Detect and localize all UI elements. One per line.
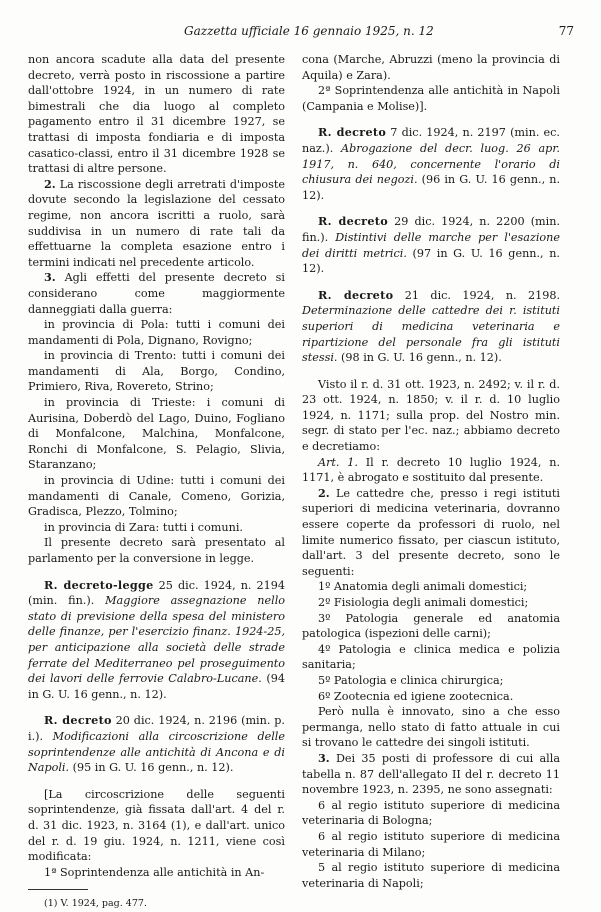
article-number: 2. xyxy=(318,485,330,500)
decree-title: Determinazione delle cattedre dei r. istituti superiori di medicina veterinaria e ripartizione del personale fra gli istituti stessi. xyxy=(302,304,560,365)
list-item: 5º Patologia e clinica chirurgica; xyxy=(318,673,504,687)
paragraph: 1ª Soprintendenza alle antichità in An- xyxy=(44,865,265,879)
decree-date: 25 dic. 1924, n. 2194 (min. fin.). xyxy=(28,578,285,608)
paragraph: Però nulla è innovato, sino a che esso permanga, nello stato di fatto attuale in cui si trovano le cattedre dei singoli istituti. xyxy=(302,705,560,750)
gazette-title: Gazzetta ufficiale 16 gennaio 1925, n. 12 xyxy=(184,24,434,38)
left-column xyxy=(28,52,285,912)
footnote: (1) V. 1924, pag. 477. xyxy=(44,898,147,910)
decree-title: Modificazioni alla circoscrizione delle soprintendenze alle antichità di Ancona e di Napoli. xyxy=(28,729,286,775)
decree-date: 7 dic. 1924, n. 2197 (min. ec. naz.). xyxy=(302,126,560,155)
paragraph: non ancora scadute alla data del presente decreto, verrà posto in riscossione a partire dall'ottobre 1924, in un numero di rate bimestrali che dia luogo al completo pagamento entro il 31 dicembre 1927, se trattasi di imposta fondiaria e di imposta casatico-classi, entro il 31 dicembre 1928 se trattasi di altre persone. xyxy=(28,53,285,176)
decree-entry xyxy=(302,214,560,276)
decree-title: Maggiore assegnazione nello stato di previsione della spesa del ministero delle finanze, per l'esercizio finanz. 1924-25, per anticipazione alla società delle strade ferrate del Mediterraneo pel proseguimento dei lavori delle ferrovie Calabro-Lucane. xyxy=(28,594,286,686)
paragraph: in provincia di Trieste: i comuni di Aurisina, Doberdò del Lago, Duino, Fogliano di Monfalcone, Malchina, Monfalcone, Ronchi di Monfalcone, S. Pelagio, Slivia, Staranzano; xyxy=(28,396,285,472)
decree-entry xyxy=(302,288,560,366)
footnote-divider xyxy=(28,889,88,890)
list-item: 1º Anatomia degli animali domestici; xyxy=(318,580,528,594)
list-item: 3º Patologia generale ed anatomia patologica (ispezioni delle carni); xyxy=(302,611,560,641)
decree-type: R. decreto xyxy=(318,125,387,140)
paragraph: in provincia di Pola: tutti i comuni dei mandamenti di Pola, Dignano, Rovigno; xyxy=(28,318,285,347)
decree-entry xyxy=(302,125,560,203)
article-number: 3. xyxy=(318,750,330,765)
decree-reference: (96 in G. U. 16 genn., n. 12). xyxy=(302,173,561,202)
article-text: Il r. decreto 10 luglio 1924, n. 1171, è abrogato e sostituito dal presente. xyxy=(302,455,560,485)
article-label: Art. 1. xyxy=(318,455,358,469)
paragraph xyxy=(302,455,560,486)
decree-reference: (94 in G. U. 16 genn., n. 12). xyxy=(28,672,285,701)
paragraph: cona (Marche, Abruzzi (meno la provincia di Aquila) e Zara). xyxy=(302,53,560,82)
paragraph: in provincia di Zara: tutti i comuni. xyxy=(44,520,243,534)
decree-date: 29 dic. 1924, n. 2200 (min. fin.). xyxy=(302,215,561,244)
decree-title: Abrogazione del decr. luog. 26 apr. 1917, n. 640, concernente l'orario di chiusura dei negozi. xyxy=(302,141,560,187)
page-header xyxy=(28,24,574,44)
list-item: 6 al regio istituto superiore di medicina veterinaria di Bologna; xyxy=(302,798,560,828)
decree-reference: (95 in G. U. 16 genn., n. 12). xyxy=(72,761,234,775)
decree-date: 20 dic. 1924, n. 2196 (min. p. i.). xyxy=(28,714,285,743)
paragraph: in provincia di Trento: tutti i comuni dei mandamenti di Ala, Borgo, Condino, Primiero, Riva, Rovereto, Strino; xyxy=(28,349,285,394)
paragraph xyxy=(302,751,560,798)
decree-title: Distintivi delle marche per l'esazione dei diritti metrici. xyxy=(302,230,560,260)
article-text: La riscossione degli arretrati d'imposte dovute secondo la legislazione del cessato regime, non ancora iscritti a ruolo, sarà suddivisa in un numero di rate tali da effettuarne la completa esazione entro i termini indicati nel precedente articolo. xyxy=(28,177,285,269)
article-number: 2. xyxy=(44,176,56,191)
paragraph xyxy=(28,270,285,317)
decree-type: R. decreto xyxy=(44,713,112,728)
list-item: 2º Fisiologia degli animali domestici; xyxy=(318,596,529,609)
decree-entry xyxy=(28,578,285,703)
article-text: Le cattedre che, presso i regi istituti superiori di medicina veterinaria, dovranno essere coperte da professori di ruolo, nel limite numerico fissato, per ciascun istituto, dall'art. 3 del presente decreto, sono le seguenti: xyxy=(302,486,561,578)
paragraph: Visto il r. d. 31 ott. 1923, n. 2492; v. il r. d. 23 ott. 1924, n. 1850; v. il r. d. 10 luglio 1924, n. 1171; sulla prop. del Nostro min. segr. di stato per l'ec. naz.; abbiamo decreto e decretiamo: xyxy=(302,377,560,454)
decree-date: 21 dic. 1924, n. 2198. xyxy=(404,288,561,302)
list-item: 4º Patologia e clinica medica e polizia sanitaria; xyxy=(302,642,560,672)
decree-type: R. decreto xyxy=(318,214,389,229)
paragraph: in provincia di Udine: tutti i comuni dei mandamenti di Canale, Comeno, Gorizia, Gradisca, Plezzo, Tolmino; xyxy=(28,474,285,519)
article-text: Agli effetti del presente decreto si considerano come maggiormente danneggiati dalla guerra: xyxy=(28,271,285,316)
paragraph: [La circoscrizione delle seguenti soprintendenze, già fissata dall'art. 4 del r. d. 31 dic. 1923, n. 3164 (1), e dall'art. unico del r. d. 19 giu. 1924, n. 1211, viene così modificata: xyxy=(28,787,285,864)
article-number: 3. xyxy=(44,270,56,285)
decree-type: R. decreto xyxy=(318,287,394,302)
article-text: Dei 35 posti di professore di cui alla tabella n. 87 dell'allegato II del r. decreto 11 novembre 1923, n. 2395, ne sono assegnati: xyxy=(302,751,560,797)
decree-type: R. decreto-legge xyxy=(44,577,154,592)
decree-reference: (97 in G. U. 16 genn., n. 12). xyxy=(302,246,560,276)
decree-entry xyxy=(28,713,285,775)
paragraph: 2ª Soprintendenza alle antichità in Napoli (Campania e Molise)]. xyxy=(302,84,560,113)
list-item: 5 al regio istituto superiore di medicina veterinaria di Napoli; xyxy=(302,861,560,890)
paragraph: Il presente decreto sarà presentato al parlamento per la conversione in legge. xyxy=(28,536,285,565)
list-item: 6 al regio istituto superiore di medicina veterinaria di Milano; xyxy=(302,829,560,859)
list-item: 6º Zootecnia ed igiene zootecnica. xyxy=(318,689,514,703)
decree-reference: (98 in G. U. 16 genn., n. 12). xyxy=(341,351,502,365)
right-column xyxy=(302,52,560,891)
paragraph xyxy=(302,486,560,580)
page-number: 77 xyxy=(558,24,574,38)
paragraph xyxy=(28,177,285,271)
